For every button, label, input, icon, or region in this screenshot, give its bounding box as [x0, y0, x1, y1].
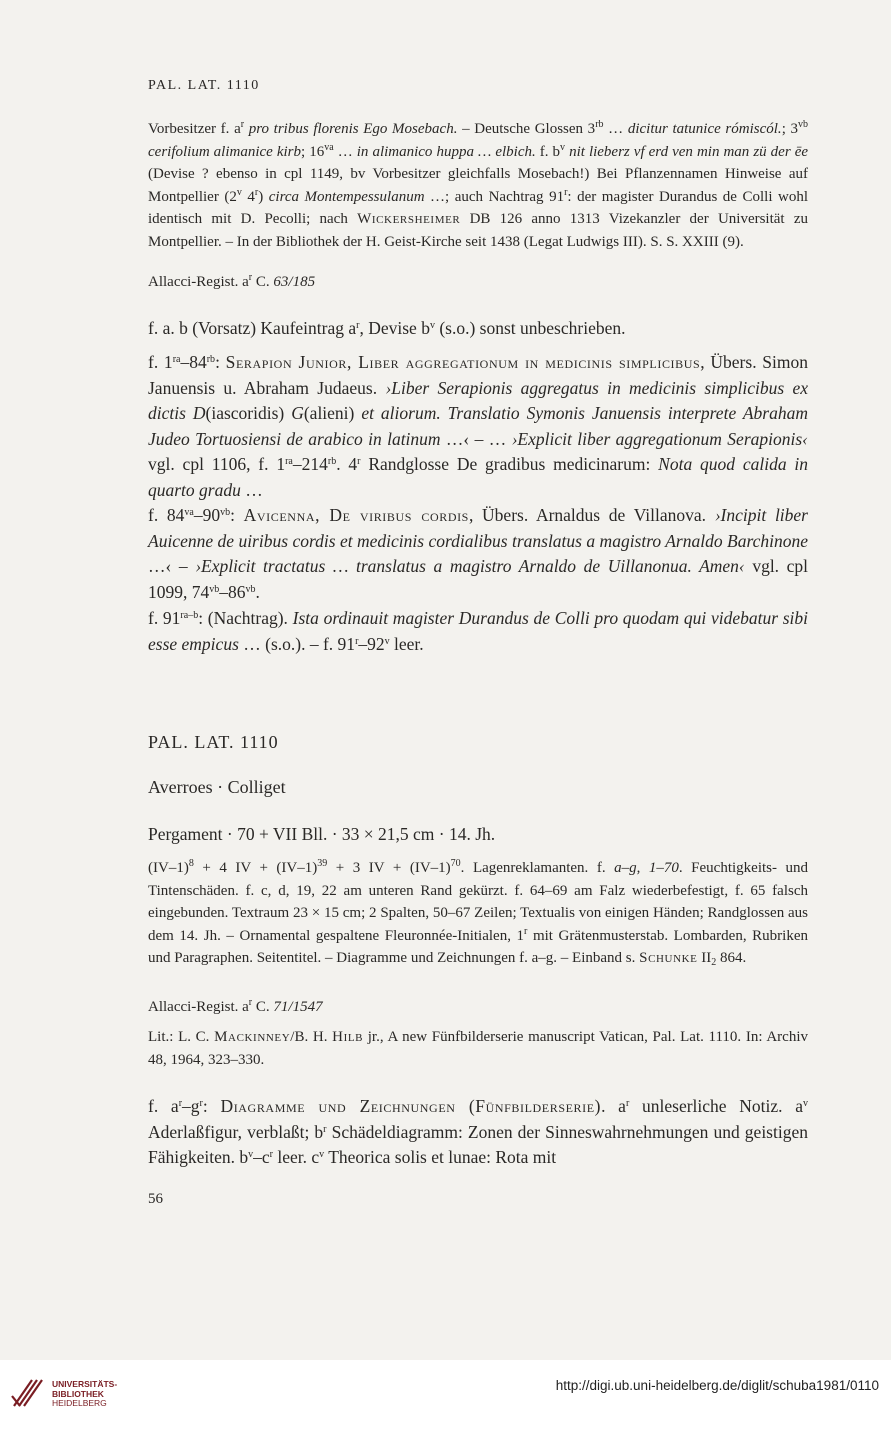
- entry-lit: Lit.: L. C. Mackinney/B. H. Hilb jr., A new Fünfbilderserie manuscript Vatican, Pal. Lat. 1110. In: Archiv 48, 1964, 323–330.: [148, 1029, 808, 1068]
- prev-entry-avicenna: f. $84^{va}-90^{vb}$: Avicenna, De viribus cordis, Übers. Arnaldus de Villanova. ›Incipit liber Auicenne de uiribus cordis et medicinis cordialibus translatus a magistro Arnaldo Barchinone …‹ – ›Explicit tractatus … translatus a magistro Arnaldo de Uillanonua. Amen‹ vgl. cpl 1099, $74^{vb}-86^{vb}$.: [148, 505, 809, 602]
- entry-physical: Pergament · 70 + VII Bll. · 33 × 21,5 cm · 14. Jh.: [148, 824, 496, 844]
- source-url[interactable]: http://digi.ub.uni-heidelberg.de/diglit/schuba1981/0110: [555, 1378, 879, 1393]
- running-head: PAL. LAT. 1110: [148, 78, 260, 93]
- footer-bar: [0, 1360, 891, 1430]
- prev-entry-nachtrag: f. $91^{ra-b}$: (Nachtrag). Ista ordinauit magister Durandus de Colli pro quodam qui videbatur sibi esse empicus … (s.o.). – f. 91$^r$–92$^v$ leer.: [148, 608, 809, 654]
- page-number: 56: [148, 1191, 163, 1207]
- entry-collation: $(IV-1)^8 + 4$ IV + $(IV-1)^{39} + 3$ IV + $(IV-1)^{70}$. Lagenreklamanten. f. a–g, 1–70. Feuchtigkeits- und Tintenschäden. f. c, d, 19, 22 am unteren Rand gekürzt. f. 64–69 am Falz wiederbefestigt, f. 65 falsch eingebunden. Textraum 23 × 15 cm; 2 Spalten, 50–67 Zeilen; Textualis von einigen Händen; Randglossen aus dem 14. Jh. – Ornamental gespaltene Fleuronnée-Initialen, 1$^r$ mit Grätenmusterstab. Lombarden, Rubriken und Paragraphen. Seitentitel. – Diagramme und Zeichnungen f. a–g. – Einband s. Schunke $II_2$ 864.: [148, 858, 809, 969]
- entry-author-title: Averroes · Colliget: [148, 777, 286, 797]
- entry-diagramme: f. $a^r-g^r$: Diagramme und Zeichnungen (Fünfbilderserie). $a^r$ unleserliche Notiz. $a^v$ Aderlaßfigur, verblaßt; $b^r$ Schädeldiagramm: Zonen der Sinneswahrnehmungen und geistigen Fähigkeiten. $b^v-c^r$ leer. $c^v$ Theorica solis et lunae: Rota mit: [148, 1096, 808, 1168]
- prev-entry-serapion: f. $1^{ra}-84^{rb}$: Serapion Junior, Liber aggregationum in medicinis simplicibus, Übers. Simon Januensis u. Abraham Judaeus. ›Liber Serapionis aggregatus in medicinis simplicibus ex dictis D(iascoridis) G(alieni) et aliorum. Translatio Symonis Januensis interprete Abraham Judeo Tortuosiensi de arabico in latinum …‹ – … ›Explicit liber aggregationum Serapionis‹ vgl. cpl 1106, f. $1^{ra}-214^{rb}$. 4$^r$ Randglosse De gradibus medicinarum: Nota quod calida in quarto gradu …: [148, 352, 809, 500]
- entry-allacci: Allacci-Regist. $a^r$ C. 71/1547: [148, 997, 323, 1015]
- prev-entry-fab: f. a. b (Vorsatz) Kaufeintrag $a^r$, Devise $b^v$ (s.o.) sonst unbeschrieben.: [148, 318, 626, 338]
- entry-heading: PAL. LAT. 1110: [148, 732, 279, 752]
- library-logo-icon: [10, 1376, 44, 1410]
- library-logo-text: UNIVERSITÄTS- BIBLIOTHEK HEIDELBERG: [52, 1379, 118, 1408]
- prev-entry-vorbesitzer: Vorbesitzer f. $a^r$ pro tribus florenis Ego Mosebach. – Deutsche Glossen $3^{rb}$ … dicitur tatunice rómiscól.; $3^{vb}$ cerifolium alimanice kirb; $16^{va}$ … in alimanico huppa … elbich. f. $b^v$ nit lieberz vf erd ven min man zü der ēe (Devise ? ebenso in cpl 1149, bv Vorbesitzer gleichfalls Mosebach!) Bei Pflanzennamen Hinweise auf Montpellier (2$^v$ 4$^r$) circa Montempessulanum …; auch Nachtrag 91$^r$: der magister Durandus de Colli wohl identisch mit D. Pecolli; nach Wickersheimer DB 126 anno 1313 Vizekanzler der Universität zu Montpellier. – In der Bibliothek der H. Geist-Kirche seit 1438 (Legat Ludwigs III). S. S. XXIII (9).: [148, 119, 809, 250]
- prev-entry-allacci: Allacci-Regist. $a^r$ C. 63/185: [148, 272, 316, 290]
